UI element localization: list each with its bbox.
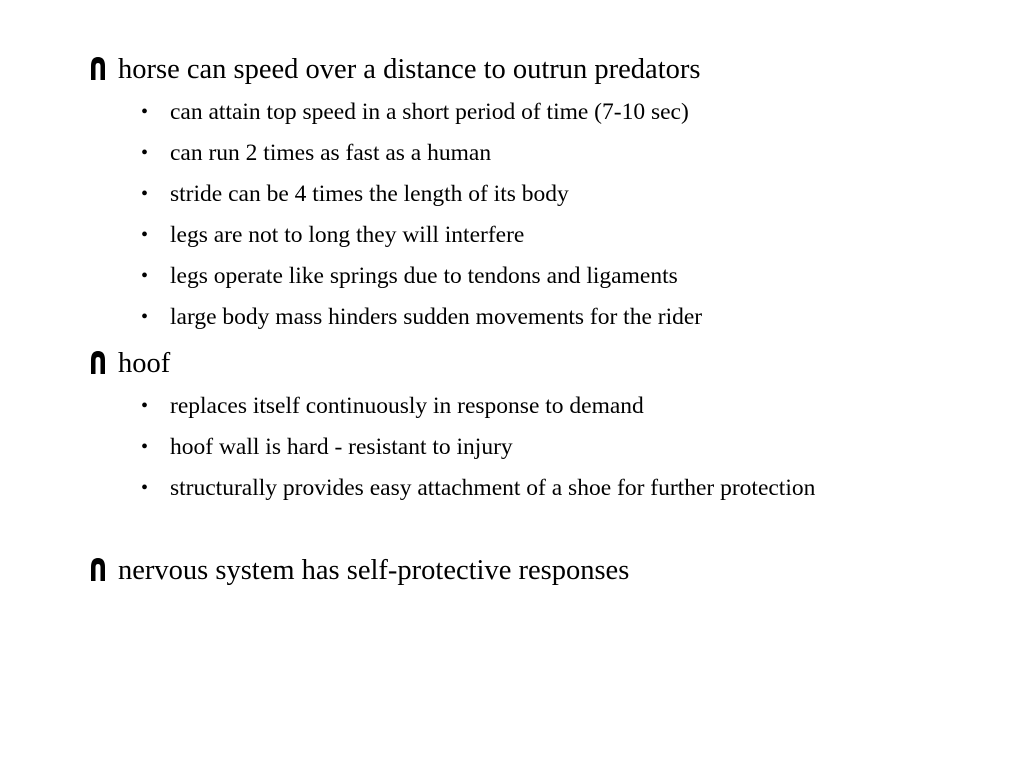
bullet-dot-icon: • (141, 224, 149, 246)
sub-list (88, 390, 988, 505)
list-item (88, 178, 850, 211)
section-hoof (88, 346, 988, 505)
list-item (88, 390, 850, 423)
section-nervous-system (88, 553, 988, 589)
section-heading-row (88, 553, 988, 589)
list-item-text: legs operate like springs due to tendons and ligaments (170, 263, 678, 289)
bullet-dot-icon: • (141, 265, 149, 287)
section-heading-row (88, 52, 988, 88)
section-heading: hoof (118, 348, 171, 379)
list-item-text: legs are not to long they will interfere (170, 222, 525, 248)
bullet-dot-icon: • (141, 436, 149, 458)
horseshoe-icon (88, 55, 108, 81)
bullet-dot-icon: • (141, 306, 149, 328)
list-item (88, 431, 850, 464)
list-item (88, 260, 850, 293)
list-item-text: can run 2 times as fast as a human (170, 140, 492, 166)
list-item-text: hoof wall is hard - resistant to injury (170, 434, 513, 460)
list-item-text: can attain top speed in a short period of time (7-10 sec) (170, 99, 689, 125)
list-item-text: large body mass hinders sudden movements for the rider (170, 304, 703, 330)
sub-list (88, 96, 988, 334)
bullet-dot-icon: • (141, 395, 149, 417)
list-item-text: structurally provides easy attachment of a shoe for further protection (170, 475, 816, 501)
horseshoe-icon (88, 556, 108, 582)
bullet-dot-icon: • (141, 142, 149, 164)
bullet-dot-icon: • (141, 477, 149, 499)
section-heading-row (88, 346, 988, 382)
section-heading: horse can speed over a distance to outrun predators (118, 54, 701, 85)
section-heading: nervous system has self-protective responses (118, 555, 630, 586)
list-item (88, 96, 850, 129)
list-item (88, 219, 850, 252)
horseshoe-icon (88, 349, 108, 375)
bullet-dot-icon: • (141, 183, 149, 205)
list-item (88, 137, 850, 170)
list-item (88, 301, 850, 334)
list-item-text: stride can be 4 times the length of its body (170, 181, 569, 207)
bullet-dot-icon: • (141, 101, 149, 123)
list-item (88, 472, 850, 505)
list-item-text: replaces itself continuously in response to demand (170, 393, 644, 419)
section-speed (88, 52, 988, 334)
